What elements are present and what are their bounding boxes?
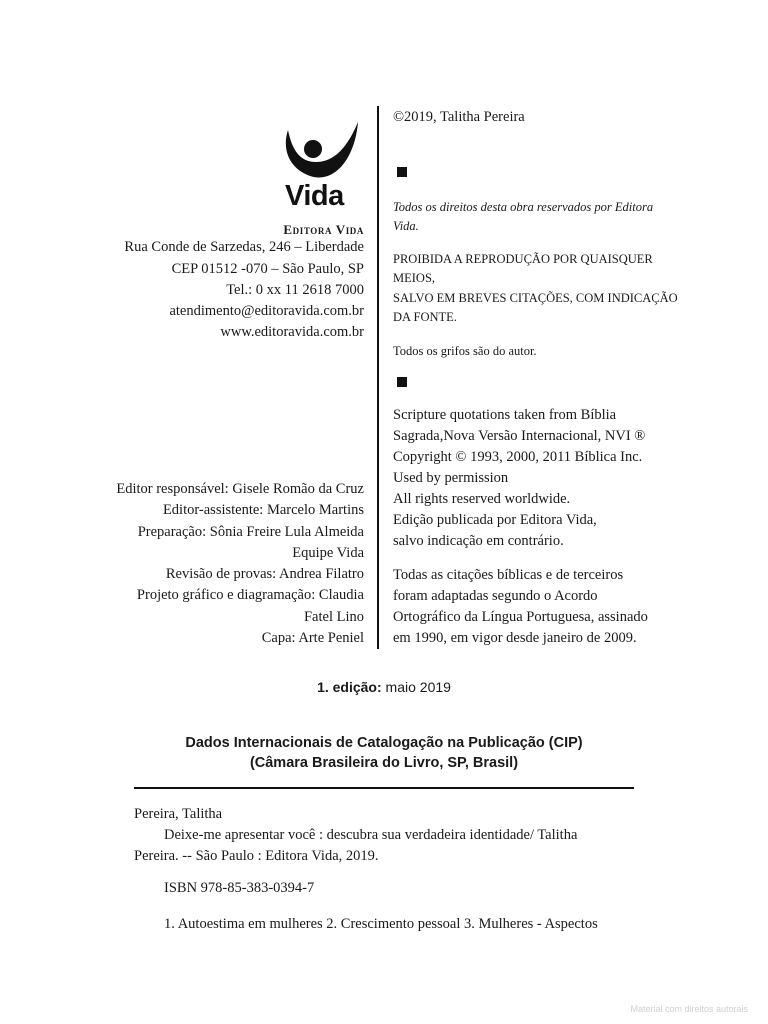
scripture-line: Edição publicada por Editora Vida, [393,512,597,528]
section-square-icon [397,167,407,177]
prohibition-line-1: PROIBIDA A REPRODUÇÃO POR QUAISQUER [393,252,653,266]
credit-line: Projeto gráfico e diagramação: Claudia [136,587,364,604]
agreement-line: Ortográfico da Língua Portuguesa, assinado [393,609,648,625]
cip-author: Pereira, Talitha [134,806,223,822]
rights-reserved: Todos os direitos desta obra reservados por Editora Vida. [393,200,654,233]
vertical-divider [377,106,379,649]
scripture-line: salvo indicação em contrário. [393,533,564,549]
agreement-line: em 1990, em vigor desde janeiro de 2009. [393,630,637,646]
copyright-line: ©2019, Talitha Pereira [393,109,525,125]
cip-divider [134,787,634,789]
prohibition-line-2: MEIOS, [393,271,436,285]
credit-line: Preparação: Sônia Freire Lula Almeida [137,523,364,540]
prohibition-line-4: DA FONTE. [393,310,457,324]
prohibition-line-3: SALVO EM BREVES CITAÇÕES, COM INDICAÇÃO [393,291,678,305]
credit-line: Editor-assistente: Marcelo Martins [162,502,364,519]
scripture-line: Scripture quotations taken from Bíblia [393,407,617,423]
edition-line [0,679,768,695]
credit-line: Fatel Lino [303,608,364,625]
credit-line: Equipe Vida [292,544,364,561]
cip-subjects: 1. Autoestima em mulheres 2. Crescimento pessoal 3. Mulheres - Aspectos [164,916,598,932]
cip-description-line-1: Deixe-me apresentar você : descubra sua verdadeira identidade/ Talitha [164,827,578,843]
scripture-line: Used by permission [393,470,509,486]
scripture-line: All rights reserved worldwide. [393,491,571,507]
credits-block [64,479,364,649]
scripture-line: Copyright © 1993, 2000, 2011 Bíblica Inc. [393,449,643,465]
address-cep: CEP 01512 -070 – São Paulo, SP [171,261,364,277]
credit-line: Editor responsável: Gisele Romão da Cruz [116,481,364,497]
address-email: atendimento@editoravida.com.br [169,303,364,319]
scripture-line: Sagrada,Nova Versão Internacional, NVI ® [393,428,646,444]
cip-description-line-2: Pereira. -- São Paulo : Editora Vida, 2019. [134,848,379,864]
cip-title-line-2: (Câmara Brasileira do Livro, SP, Brasil) [249,755,519,771]
cip-title [0,733,768,773]
grifos-note: Todos os grifos são do autor. [393,344,537,358]
copyright-watermark: Material com direitos autorais [630,1004,748,1014]
address-street: Rua Conde de Sarzedas, 246 – Liberdade [124,239,364,255]
agreement-line: foram adaptadas segundo o Acordo [393,588,598,604]
address-website: www.editoravida.com.br [220,324,364,340]
cip-isbn: ISBN 978-85-383-0394-7 [164,880,315,896]
edition-label: 1. edição: [317,679,382,695]
credit-line: Capa: Arte Peniel [261,630,364,647]
agreement-line: Todas as citações bíblicas e de terceiros [393,567,624,583]
edition-value: maio 2019 [381,679,451,695]
publisher-name: Editora Vida [283,222,364,237]
credit-line: Revisão de provas: Andrea Filatro [165,566,364,583]
section-square-icon [397,377,407,387]
logo-wordmark: Vida [285,180,344,212]
address-phone: Tel.: 0 xx 11 2618 7000 [226,282,364,298]
cip-title-line-1: Dados Internacionais de Catalogação na Publicação (CIP) [185,735,583,751]
